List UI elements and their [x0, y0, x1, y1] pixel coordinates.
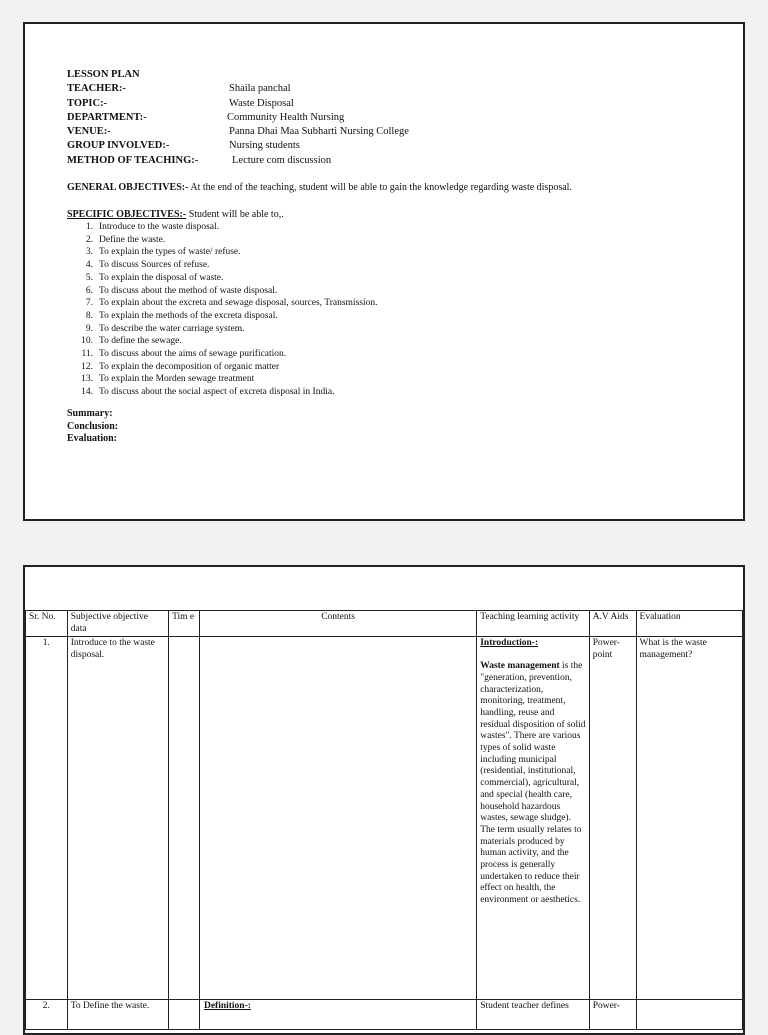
conclusion-heading: Conclusion: — [67, 420, 119, 432]
list-item: 7. To explain about the excreta and sewage disposal, sources, Transmission. — [85, 298, 378, 309]
group-value: Nursing students — [229, 140, 300, 152]
row1-sr: 1. — [26, 637, 68, 1000]
field-label: GROUP INVOLVED:- — [67, 140, 170, 152]
general-objectives-label: GENERAL OBJECTIVES:- — [67, 182, 189, 193]
header-sr-no: Sr. No. — [26, 611, 68, 637]
row1-activity — [477, 637, 589, 1000]
objectives-list — [67, 221, 377, 399]
list-item: 13. To explain the Morden sewage treatment — [81, 374, 255, 385]
list-item: 11. To discuss about the aims of sewage purification. — [81, 349, 287, 360]
field-label: METHOD OF TEACHING:- — [67, 154, 199, 166]
specific-objectives — [67, 209, 284, 220]
table-row — [26, 637, 743, 1000]
venue-value: Panna Dhai Maa Subharti Nursing College — [229, 126, 409, 138]
document-page-2 — [23, 565, 745, 1035]
list-item: 14. To discuss about the social aspect of excreta disposal in India. — [81, 387, 335, 398]
field-label: TOPIC:- — [67, 97, 108, 109]
header-av-aids: A.V Aids — [589, 611, 636, 637]
specific-objectives-label: SPECIFIC OBJECTIVES:- — [67, 209, 187, 220]
introduction-heading: Introduction-: — [480, 638, 539, 649]
list-item: 12. To explain the decomposition of organic matter — [81, 361, 280, 372]
field-label: TEACHER:- — [67, 83, 126, 95]
teacher-value: Shaila panchal — [229, 83, 291, 95]
topic-value: Waste Disposal — [229, 97, 294, 109]
list-item: 1. Introduce to the waste disposal. — [85, 222, 220, 232]
header-evaluation: Evaluation — [636, 611, 742, 637]
department-value: Community Health Nursing — [227, 111, 345, 123]
row1-av-aids: Power-point — [589, 637, 636, 1000]
introduction-paragraph-2: The term usually relates to materials produced by human activity, and the process is generally undertaken to reduce their effect on health, the environment or aesthetics. — [480, 824, 582, 906]
general-objectives — [67, 182, 572, 193]
definition-heading: Definition-: — [203, 1001, 251, 1012]
header-contents: Contents — [199, 611, 476, 637]
evaluation-heading: Evaluation: — [67, 433, 118, 445]
header-objective: Subjective objective data — [67, 611, 168, 637]
list-item: 8. To explain the methods of the excreta disposal. — [85, 310, 278, 321]
lesson-plan-table — [25, 610, 743, 1030]
summary-heading: Summary: — [67, 408, 113, 419]
row2-sr: 2. — [26, 1000, 68, 1030]
row2-time — [169, 1000, 200, 1030]
document-page-1 — [23, 22, 745, 521]
list-item: 9. To describe the water carriage system. — [85, 323, 245, 334]
row2-av-aids: Power- — [589, 1000, 636, 1030]
table-row — [26, 1000, 743, 1030]
row2-activity: Student teacher defines — [477, 1000, 589, 1030]
row2-evaluation — [636, 1000, 742, 1030]
specific-objectives-text: Student will be able to,. — [186, 209, 284, 220]
row1-time — [169, 637, 200, 1000]
list-item: 2. Define the waste. — [85, 234, 166, 245]
list-item: 5. To explain the disposal of waste. — [85, 272, 224, 283]
row1-contents — [199, 637, 476, 1000]
table-header-row — [26, 611, 743, 637]
introduction-paragraph: Waste management is the "generation, prevention, characterization, monitoring, treatment, handling, reuse and residual disposition of solid wastes". There are various types of solid waste including municipal (residential, institutional, commercial), agricultural, and special (health care, household hazardous wastes, sewage sludge). — [480, 661, 586, 824]
header-activity: Teaching learning activity — [477, 611, 589, 637]
method-value: Lecture com discussion — [232, 154, 332, 166]
field-label: DEPARTMENT:- — [67, 111, 147, 123]
row2-objective: To Define the waste. — [67, 1000, 168, 1030]
row2-contents — [199, 1000, 476, 1030]
closing-sections — [67, 408, 118, 446]
header-time: Tim e — [169, 611, 200, 637]
general-objectives-text: At the end of the teaching, student will be able to gain the knowledge regarding waste disposal. — [188, 182, 572, 193]
list-item: 10. To define the sewage. — [81, 336, 182, 347]
lesson-plan-title: LESSON PLAN — [67, 69, 140, 80]
field-label: VENUE:- — [67, 126, 111, 138]
list-item: 3. To explain the types of waste/ refuse. — [85, 247, 241, 258]
list-item: 6. To discuss about the method of waste disposal. — [85, 285, 278, 296]
list-item: 4. To discuss Sources of refuse. — [85, 260, 210, 271]
row1-evaluation: What is the waste management? — [636, 637, 742, 1000]
row1-objective: Introduce to the waste disposal. — [67, 637, 168, 1000]
